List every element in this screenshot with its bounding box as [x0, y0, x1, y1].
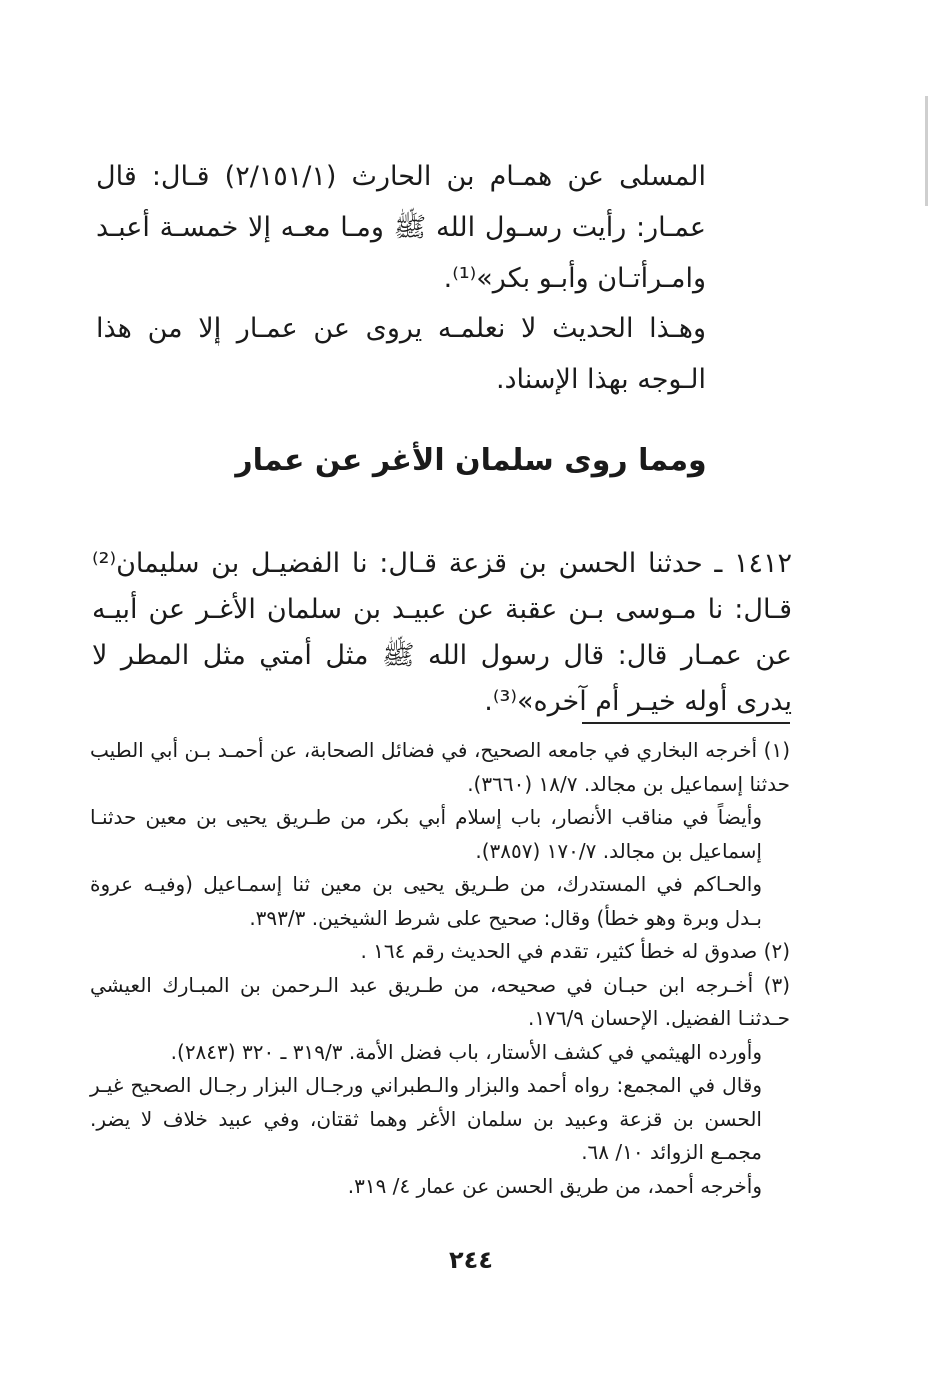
- body-paragraph-2: وهـذا الحديث لا نعلمـه يروى عن عمـار إلا من هذا الـوجه بهذا الإسناد.: [96, 313, 706, 395]
- footnote-line: (١) أخرجه البخاري في جامعه الصحيح، في فضائل الصحابة، عن أحمـد بـن أبي الطيب حدثنا إسماعيل بن مجالد. ١٨/٧ (٣٦٦٠).: [90, 738, 790, 796]
- hadith-entry: [92, 541, 792, 725]
- body-paragraph-1: المسلى عن همـام بن الحارث (٢/١٥١/١) قـال: قال عمـار: رأيت رسـول الله ﷺ ومـا معـه إلا خمسـة أعبـد وامـرأتـان وأبـو بكر»⁽¹⁾.: [96, 161, 706, 294]
- footnote-line: وقال في المجمع: رواه أحمد والبزار والـطبراني ورجـال البزار رجـال الصحيح غيـر الحسن بن قزعة وعبيد بن سلمان الأغر وهما ثقتان، وفي عبيد خلاف لا يضر. مجمـع الزوائد ١٠/ ٦٨.: [90, 1073, 762, 1164]
- footnote-line: (٣) أخـرجه ابن حبـان في صحيحه، من طـريق عبد الـرحمن بن المبـارك العيشي حـدثنـا الفضيل. الإحسان ١٧٦/٩.: [90, 972, 790, 1030]
- footnotes: [90, 734, 790, 1203]
- footnote-separator: [582, 722, 790, 724]
- page-number: ٢٤٤: [449, 1246, 493, 1274]
- footnote-line: وأورده الهيثمي في كشف الأستار، باب فضل الأمة. ٣١٩/٣ ـ ٣٢٠ (٢٨٤٣).: [170, 1039, 762, 1064]
- hadith-text: ـ حدثنا الحسن بن قزعة قـال: نا الفضيـل بن سليمان⁽²⁾ قـال: نا مـوسى بـن عقبة عن عبيـد بن سلمان الأغـر عن أبيـه عن عمـار قال: قال رسول الله ﷺ مثل أمتي مثل المطر لا يدرى أوله خيـر أم آخره»⁽³⁾.: [92, 548, 792, 717]
- footnote-line: والحـاكم في المستدرك، من طـريق يحيى بن معين ثنا إسمـاعيل (وفيـه عروة بـدل وبرة وهو خطأ) وقال: صحيح على شرط الشيخين. ٣٩٣/٣.: [90, 872, 762, 930]
- footnote-line: وأيضاً في مناقب الأنصار، باب إسلام أبي بكر، من طـريق يحيى بن معين حدثنـا إسماعيل بن مجالد. ١٧٠/٧ (٣٨٥٧).: [90, 805, 762, 863]
- hadith-number: ١٤١٢: [733, 548, 792, 579]
- scan-edge-mark: [925, 96, 928, 206]
- section-heading: ومما روى سلمان الأغر عن عمار: [235, 442, 707, 478]
- footnote-line: وأخرجه أحمد، من طريق الحسن عن عمار ٤/ ٣١٩.: [347, 1173, 762, 1198]
- footnote-line: (٢) صدوق له خطأ كثير، تقدم في الحديث رقم ١٦٤ .: [360, 939, 790, 963]
